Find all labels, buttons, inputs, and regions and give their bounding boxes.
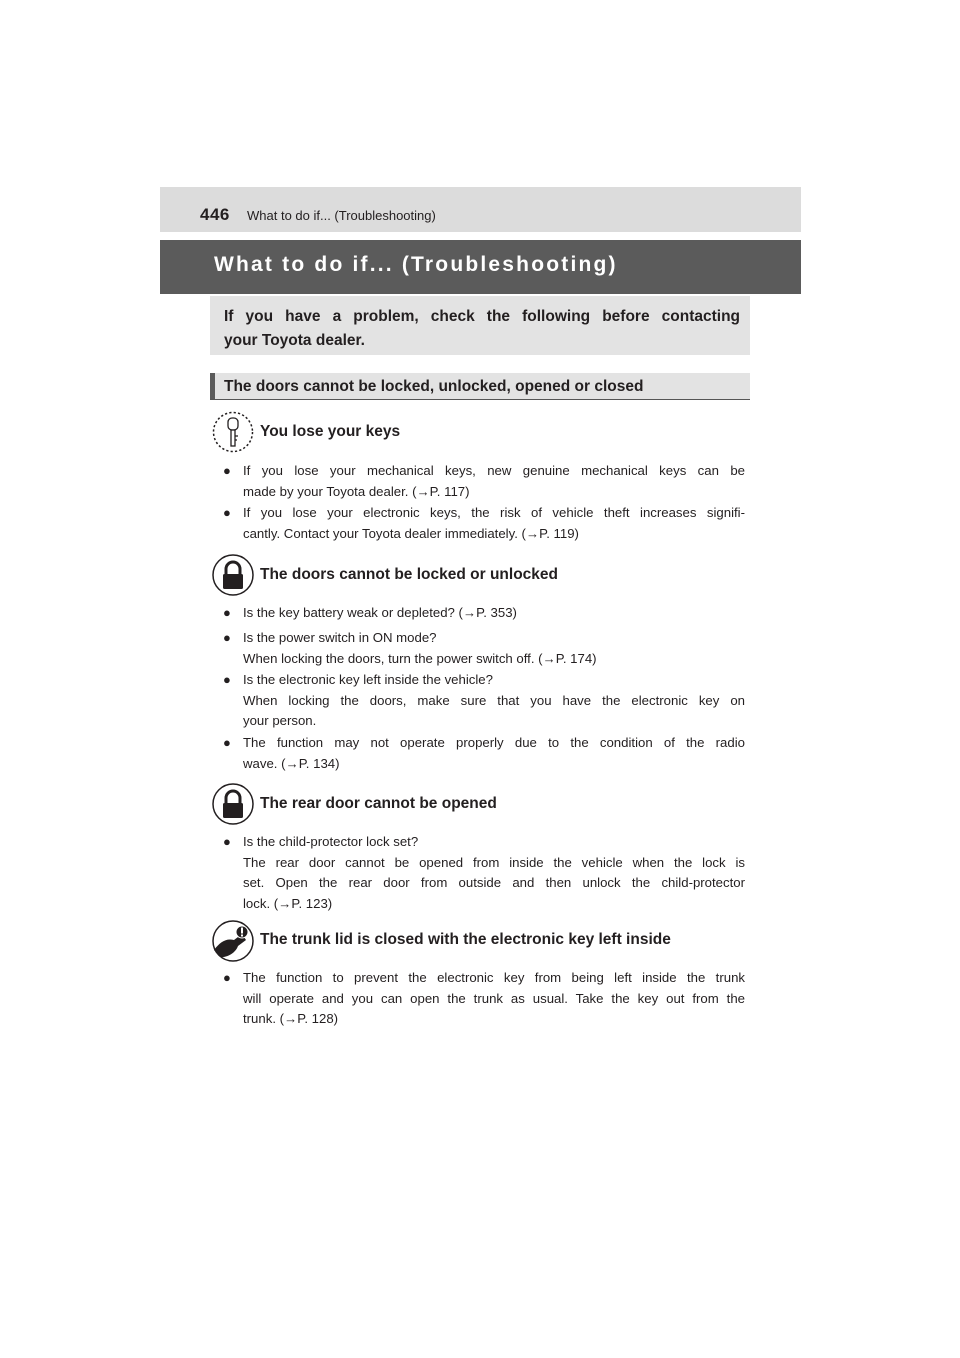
list-item-line: set. Open the rear door from outside and then unlock the child-protector — [243, 875, 745, 890]
intro-line: your Toyota dealer. — [224, 332, 365, 349]
list-item — [223, 832, 745, 914]
list-item-line: If you lose your electronic keys, the risk of vehicle theft increases signifi- — [243, 505, 745, 520]
subsection-title: The trunk lid is closed with the electronic key left inside — [260, 931, 671, 948]
list-item-line: The function to prevent the electronic key from being left inside the trunk — [243, 970, 745, 985]
list-item-line: lock. (→P. 123) — [243, 895, 333, 911]
list-item — [223, 461, 745, 502]
list-item-line: your person. — [243, 713, 317, 728]
bullet-icon: ● — [223, 605, 231, 620]
page-title: What to do if... (Troubleshooting) — [214, 253, 618, 276]
key-icon — [212, 411, 254, 453]
bullet-icon: ● — [223, 834, 231, 849]
list-item-line: trunk. (→P. 128) — [243, 1011, 339, 1026]
padlock-icon — [212, 554, 254, 596]
list-item-line: The rear door cannot be opened from inside the vehicle when the lock is — [243, 854, 745, 870]
list-item-line: Is the power switch in ON mode? — [243, 630, 437, 645]
list-item — [223, 628, 745, 669]
list-item — [223, 733, 745, 774]
subsection-title: The doors cannot be locked or unlocked — [260, 566, 558, 583]
padlock-icon — [212, 783, 254, 825]
list-item-line: will operate and you can open the trunk as usual. Take the key out from the — [243, 990, 745, 1006]
list-item — [223, 503, 745, 544]
list-item-line: Is the electronic key left inside the vehicle? — [243, 672, 493, 687]
list-item-line: wave. (→P. 134) — [243, 755, 340, 771]
list-item-line: When locking the doors, turn the power switch off. (→P. 174) — [243, 650, 597, 666]
subsection-title: The rear door cannot be opened — [260, 795, 497, 812]
page-number: 446 — [200, 205, 230, 224]
intro-line: If you have a problem, check the following before contacting — [224, 308, 740, 325]
intro-text — [224, 305, 740, 353]
bullet-icon: ● — [223, 630, 231, 645]
bullet-icon: ● — [223, 970, 231, 985]
list-item-line: When locking the doors, make sure that you have the electronic key on — [243, 692, 745, 708]
list-item-line: If you lose your mechanical keys, new genuine mechanical keys can be — [243, 463, 745, 478]
list-item — [223, 670, 745, 732]
list-item — [223, 968, 745, 1030]
bullet-icon: ● — [223, 505, 231, 520]
section-title: The doors cannot be locked, unlocked, opened or closed — [224, 378, 644, 395]
bullet-icon: ● — [223, 463, 231, 478]
bullet-icon: ● — [223, 735, 231, 750]
list-item-line: The function may not operate properly due to the condition of the radio — [243, 735, 745, 750]
running-head: What to do if... (Troubleshooting) — [247, 208, 436, 223]
list-item-line: Is the key battery weak or depleted? (→P. 353) — [243, 605, 517, 620]
bullet-icon: ● — [223, 672, 231, 687]
subsection-title: You lose your keys — [260, 423, 401, 440]
list-item-line: made by your Toyota dealer. (→P. 117) — [243, 483, 470, 499]
list-item-line: cantly. Contact your Toyota dealer immediately. (→P. 119) — [243, 525, 579, 541]
list-item — [223, 603, 745, 624]
trunk-warning-icon — [212, 920, 254, 962]
list-item-line: Is the child-protector lock set? — [243, 834, 419, 849]
